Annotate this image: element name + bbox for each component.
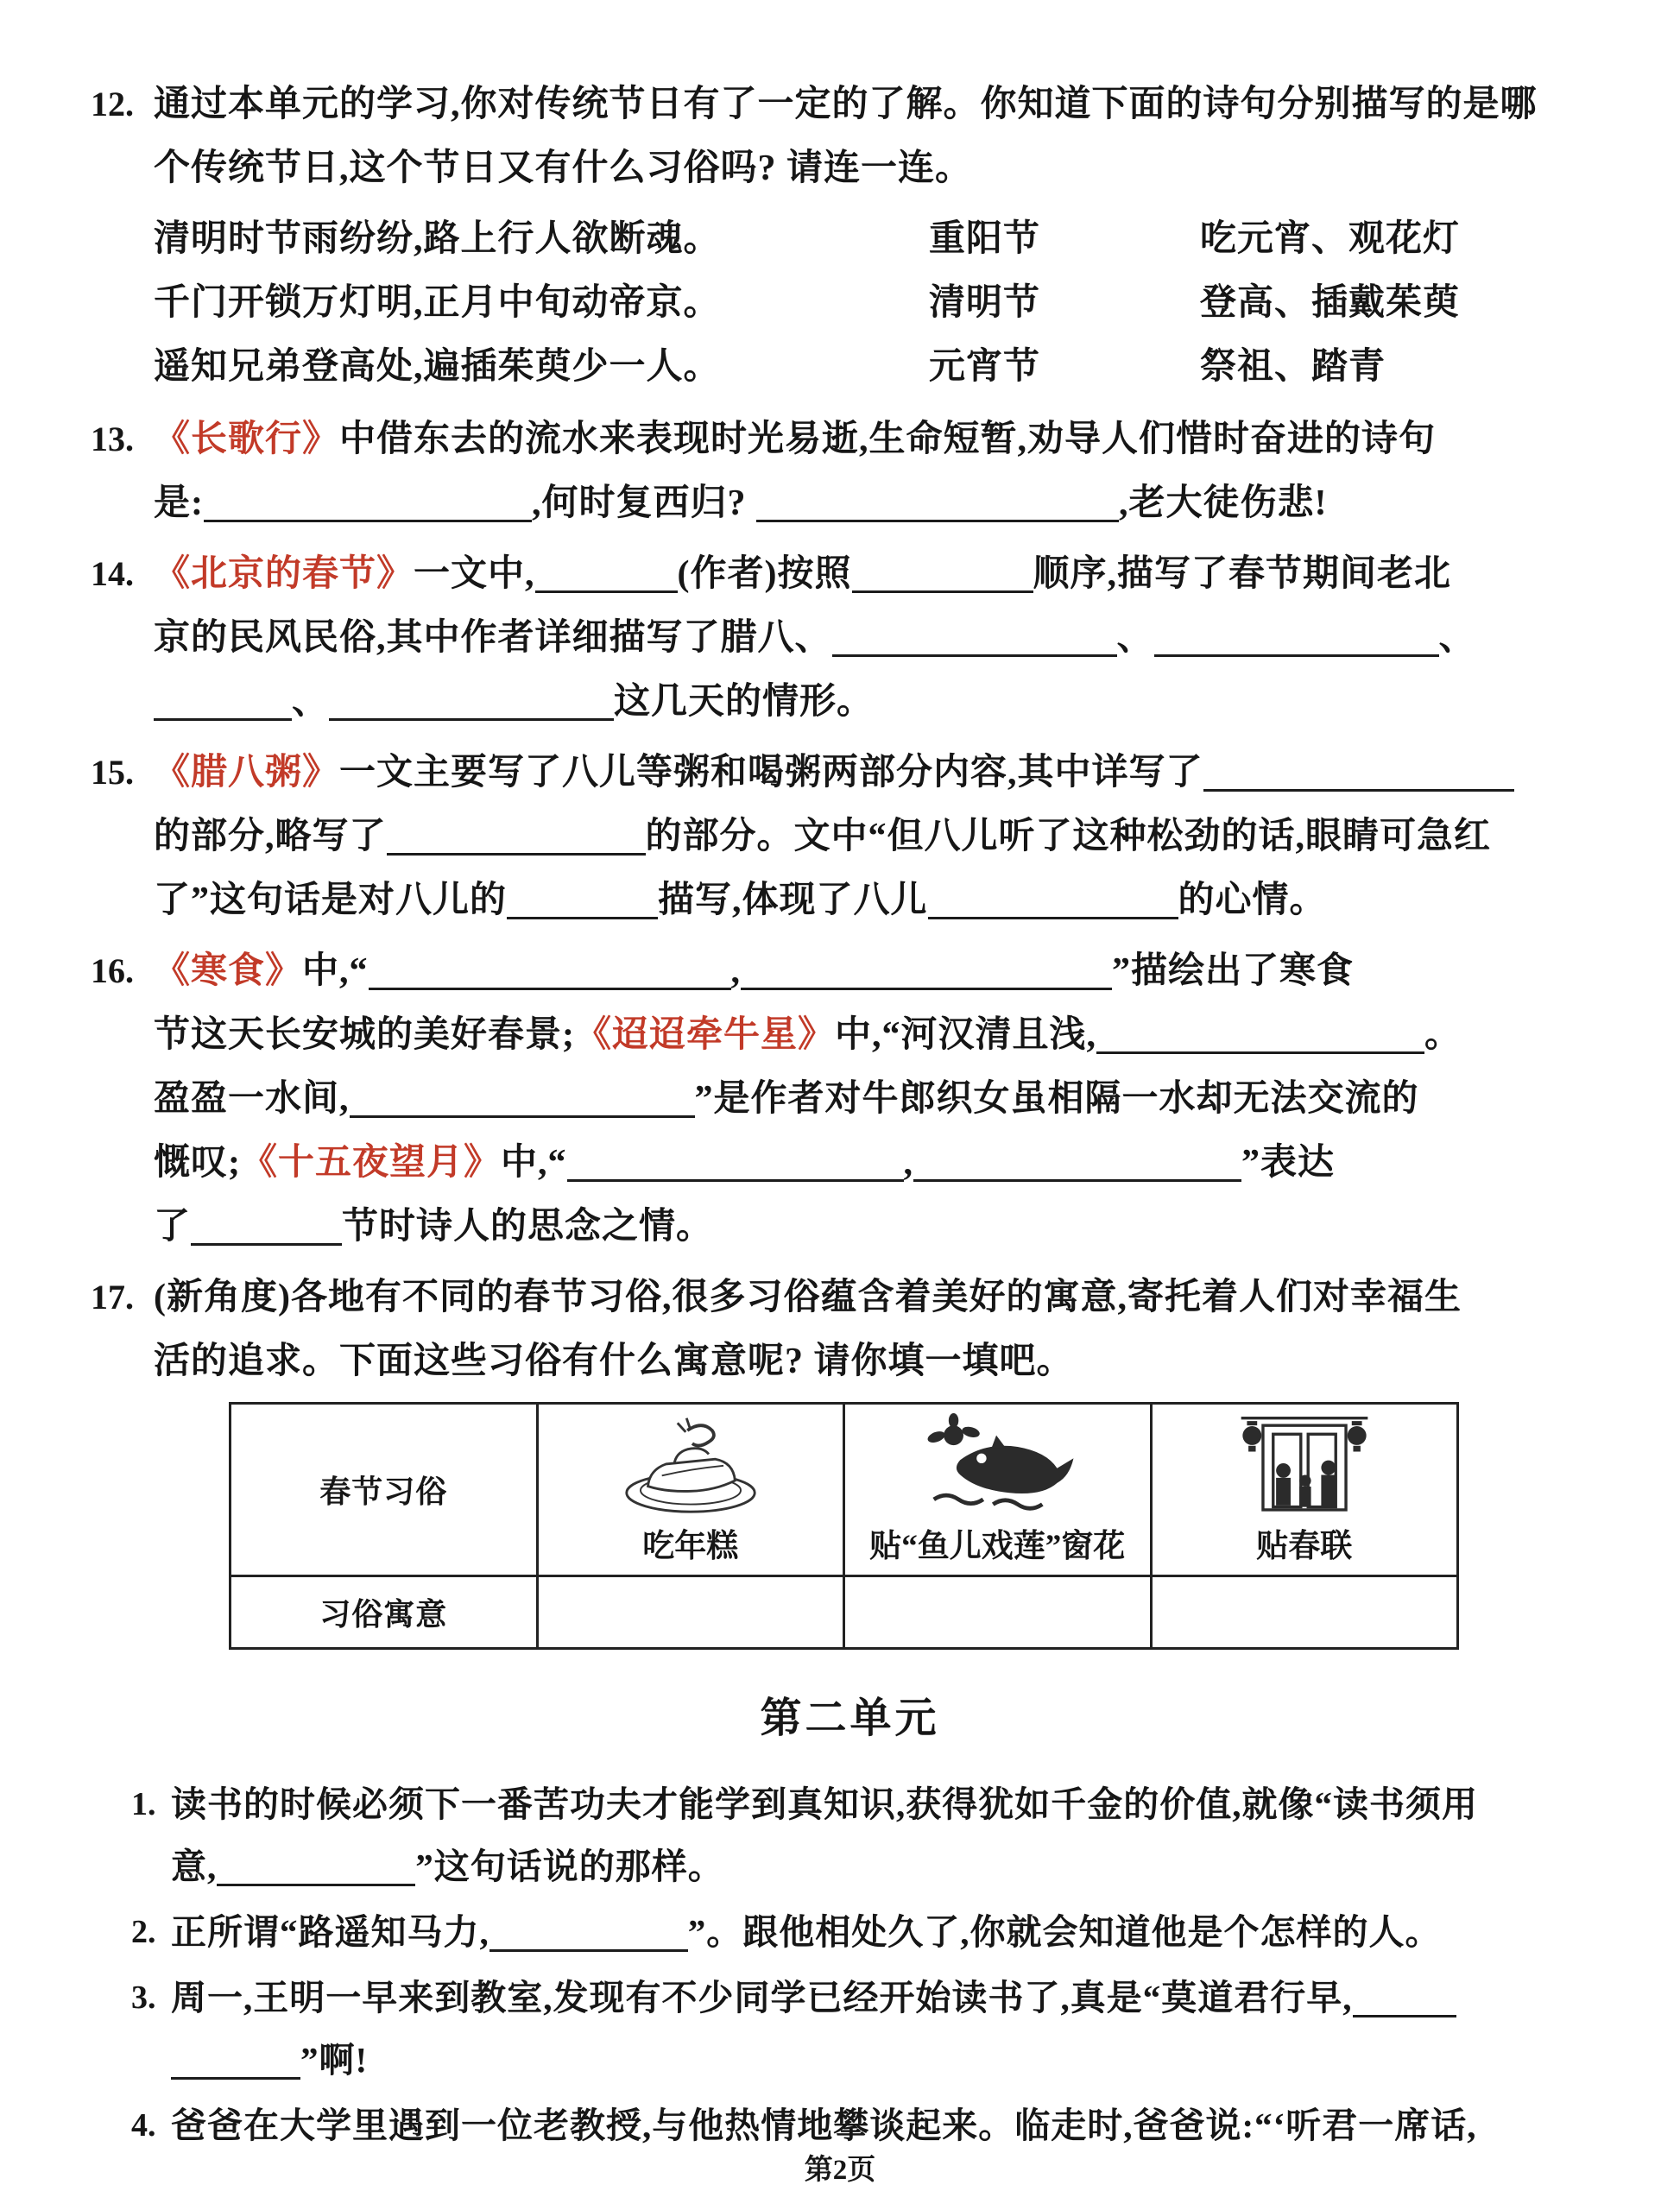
question-number: 16.	[91, 951, 134, 990]
spring-festival-customs-table	[229, 1402, 1459, 1650]
meaning-cell-empty	[844, 1576, 1152, 1649]
match-row	[154, 207, 1609, 271]
question-line	[154, 606, 1609, 670]
answer-blank	[756, 486, 1119, 522]
text-segment: 意,	[171, 1847, 218, 1886]
answer-blank	[913, 1146, 1241, 1182]
question-number: 15.	[91, 753, 134, 792]
text-segment: 节这天长安城的美好春景;	[154, 1015, 575, 1055]
text-segment: 中借东去的流水来表现时光易逝,生命短暂,劝导人们惜时奋进的诗句	[339, 420, 1437, 459]
question-line	[154, 1131, 1609, 1195]
question-line	[171, 1967, 1609, 2029]
question-line	[154, 1329, 1609, 1393]
answer-blank	[369, 954, 731, 990]
custom-cell-fish-papercut	[844, 1404, 1152, 1576]
book-title: 《迢迢牵牛星》	[575, 1015, 836, 1055]
question-line	[154, 670, 1609, 734]
question-line	[154, 868, 1609, 932]
question-line	[171, 1835, 1609, 1897]
answer-blank	[535, 557, 678, 593]
question-line	[154, 939, 1609, 1003]
text-segment: 京的民风民俗,其中作者详细描写了腊八、	[154, 618, 832, 658]
answer-blank	[489, 1916, 688, 1952]
match-festival: 重阳节	[929, 219, 1041, 259]
text-segment: 这几天的情形。	[614, 682, 875, 722]
text-segment: 爸爸在大学里遇到一位老教授,与他热情地攀谈起来。临走时,爸爸说:“‘听君一席话,	[171, 2106, 1477, 2145]
text-segment: 节时诗人的思念之情。	[342, 1207, 714, 1247]
question-number: 14.	[91, 554, 134, 593]
question-line	[154, 136, 1609, 200]
text-segment: 活的追求。下面这些习俗有什么寓意呢? 请你填一填吧。	[154, 1342, 1074, 1381]
text-segment: (作者)按照	[677, 554, 852, 594]
answer-blank	[1203, 755, 1514, 792]
question-17	[91, 1266, 1609, 1393]
text-segment: ”。跟他相处久了,你就会知道他是个怎样的人。	[687, 1912, 1442, 1952]
question-line	[154, 407, 1609, 471]
question-number: 1.	[131, 1786, 156, 1822]
question-15	[91, 741, 1609, 932]
question-12	[91, 73, 1609, 200]
question-line	[171, 2029, 1609, 2091]
text-segment: 的心情。	[1178, 881, 1327, 920]
text-segment: ,	[730, 951, 742, 991]
custom-cell-couplets	[1151, 1404, 1458, 1576]
text-segment: 中,“	[302, 951, 369, 991]
book-title: 《十五夜望月》	[241, 1143, 502, 1183]
answer-blank	[928, 883, 1178, 919]
question-text	[171, 1773, 1609, 1897]
text-segment: 顺序,描写了春节期间老北	[1033, 554, 1452, 594]
question-number: 4.	[131, 2107, 156, 2144]
match-row	[154, 335, 1609, 399]
text-segment: 的部分,略写了	[154, 817, 387, 856]
book-title: 《腊八粥》	[154, 753, 340, 792]
text-segment: 是:	[154, 483, 204, 523]
text-segment: 正所谓“路遥知马力,	[171, 1912, 489, 1952]
match-festival: 元宵节	[929, 347, 1041, 387]
text-segment: 通过本单元的学习,你对传统节日有了一定的了解。你知道下面的诗句分别描写的是哪	[154, 85, 1538, 124]
question-text	[154, 407, 1609, 535]
question-13	[91, 407, 1609, 535]
question-line	[154, 471, 1609, 535]
text-segment: (新角度)各地有不同的春节习俗,很多习俗蕴含着美好的寓意,寄托着人们对幸福生	[154, 1278, 1462, 1317]
custom-cell-rice-cake	[537, 1404, 844, 1576]
unit2-questions	[91, 1773, 1609, 2156]
text-segment: 、	[1438, 618, 1476, 658]
book-title: 《北京的春节》	[154, 554, 414, 594]
question-text	[154, 73, 1609, 200]
answer-blank	[387, 819, 646, 856]
question-number: 12.	[91, 85, 134, 123]
match-poem: 千门开锁万灯明,正月中旬动帝京。	[154, 283, 721, 323]
section-title: 第二单元	[760, 1695, 940, 1741]
text-segment: ,老大徒伤悲!	[1119, 483, 1328, 523]
question-line	[154, 542, 1609, 606]
question-text	[154, 741, 1609, 932]
answer-blank	[1353, 1982, 1456, 2017]
text-segment: 。	[1424, 1015, 1462, 1055]
question-line	[171, 1773, 1609, 1835]
answer-blank	[191, 1209, 342, 1246]
question-14	[91, 542, 1609, 734]
question-line	[154, 1003, 1609, 1067]
text-segment: 周一,王明一早来到教室,发现有不少同学已经开始读书了,真是“莫道君行早,	[171, 1978, 1353, 2017]
question-u2-1	[131, 1773, 1609, 1897]
question-text	[154, 939, 1609, 1259]
answer-blank	[154, 685, 292, 721]
text-segment: ”描绘出了寒食	[1112, 951, 1355, 991]
text-segment: 读书的时候必须下一番苦功夫才能学到真知识,获得犹如千金的价值,就像“读书须用	[171, 1784, 1478, 1824]
text-segment: 慨叹;	[154, 1143, 241, 1183]
question-number: 3.	[131, 1980, 156, 2016]
answer-blank	[204, 486, 532, 522]
question-number: 17.	[91, 1278, 134, 1317]
book-title: 《长歌行》	[154, 420, 340, 459]
text-segment: 中,“河汉清且浅,	[835, 1015, 1097, 1055]
answer-blank	[1154, 621, 1439, 657]
festival-matching-exercise	[154, 207, 1609, 399]
text-segment: ,何时复西归?	[532, 483, 757, 523]
question-text	[154, 1266, 1609, 1393]
match-poem: 清明时节雨纷纷,路上行人欲断魂。	[154, 219, 721, 259]
text-segment: 个传统节日,这个节日又有什么习俗吗? 请连一连。	[154, 148, 973, 188]
answer-blank	[567, 1146, 904, 1182]
question-text	[171, 1967, 1609, 2091]
answer-blank	[171, 2044, 300, 2080]
book-title: 《寒食》	[154, 951, 303, 991]
question-line	[154, 1195, 1609, 1259]
question-number: 13.	[91, 420, 134, 458]
meaning-cell-empty	[537, 1576, 844, 1649]
text-segment: 中,“	[501, 1143, 567, 1183]
page-number: 第2页	[804, 2155, 876, 2186]
table-row-customs	[231, 1404, 1458, 1576]
question-line	[154, 805, 1609, 868]
question-16	[91, 939, 1609, 1259]
text-segment: ”是作者对牛郎织女虽相隔一水却无法交流的	[694, 1079, 1419, 1119]
question-number: 2.	[131, 1914, 156, 1950]
answer-blank	[329, 685, 614, 721]
fish-lotus-papercut-illustration	[906, 1412, 1088, 1514]
table-row-header: 春节习俗	[231, 1404, 538, 1576]
answer-blank	[507, 883, 658, 919]
question-line	[171, 1901, 1609, 1963]
text-segment: 一文中,	[414, 554, 535, 594]
question-line	[154, 1266, 1609, 1329]
question-text	[171, 1901, 1609, 1963]
answer-blank	[741, 954, 1112, 990]
answer-blank	[1096, 1018, 1424, 1054]
match-festival: 清明节	[929, 283, 1041, 323]
question-line	[154, 741, 1609, 805]
text-segment: 描写,体现了八儿	[658, 881, 928, 920]
table-row-meanings	[231, 1576, 1458, 1649]
match-custom: 吃元宵、观花灯	[1200, 219, 1461, 259]
match-row	[154, 271, 1609, 335]
custom-caption: 贴春联	[1256, 1528, 1353, 1564]
text-segment: 了	[154, 1207, 192, 1247]
text-segment: 、	[292, 682, 330, 722]
meaning-cell-empty	[1151, 1576, 1458, 1649]
text-segment: 一文主要写了八儿等粥和喝粥两部分内容,其中详写了	[339, 753, 1203, 792]
question-line	[154, 1067, 1609, 1131]
text-segment: ”这句话说的那样。	[415, 1847, 724, 1886]
question-line	[154, 73, 1609, 136]
table-row-header: 习俗寓意	[231, 1576, 538, 1649]
text-segment: 的部分。文中“但八儿听了这种松劲的话,眼睛可急红	[645, 817, 1492, 856]
text-segment: ”表达	[1241, 1143, 1336, 1183]
text-segment: ”啊!	[300, 2040, 369, 2080]
match-poem: 遥知兄弟登高处,遍插茱萸少一人。	[154, 347, 721, 387]
question-u2-3	[131, 1967, 1609, 2091]
custom-caption: 贴“鱼儿戏莲”窗花	[869, 1528, 1126, 1564]
text-segment: ,	[903, 1143, 914, 1183]
match-custom: 登高、插戴茱萸	[1200, 283, 1461, 323]
match-custom: 祭祖、踏青	[1200, 347, 1386, 387]
answer-blank	[832, 621, 1117, 657]
rice-cake-illustration	[613, 1412, 768, 1514]
text-segment: 、	[1116, 618, 1154, 658]
question-text	[154, 542, 1609, 734]
spring-couplets-illustration	[1222, 1412, 1386, 1514]
answer-blank	[852, 557, 1033, 593]
text-segment: 了”这句话是对八儿的	[154, 881, 508, 920]
text-segment: 盈盈一水间,	[154, 1079, 350, 1119]
answer-blank	[217, 1851, 415, 1886]
answer-blank	[350, 1082, 695, 1118]
question-u2-2	[131, 1901, 1609, 1963]
custom-caption: 吃年糕	[642, 1528, 739, 1564]
